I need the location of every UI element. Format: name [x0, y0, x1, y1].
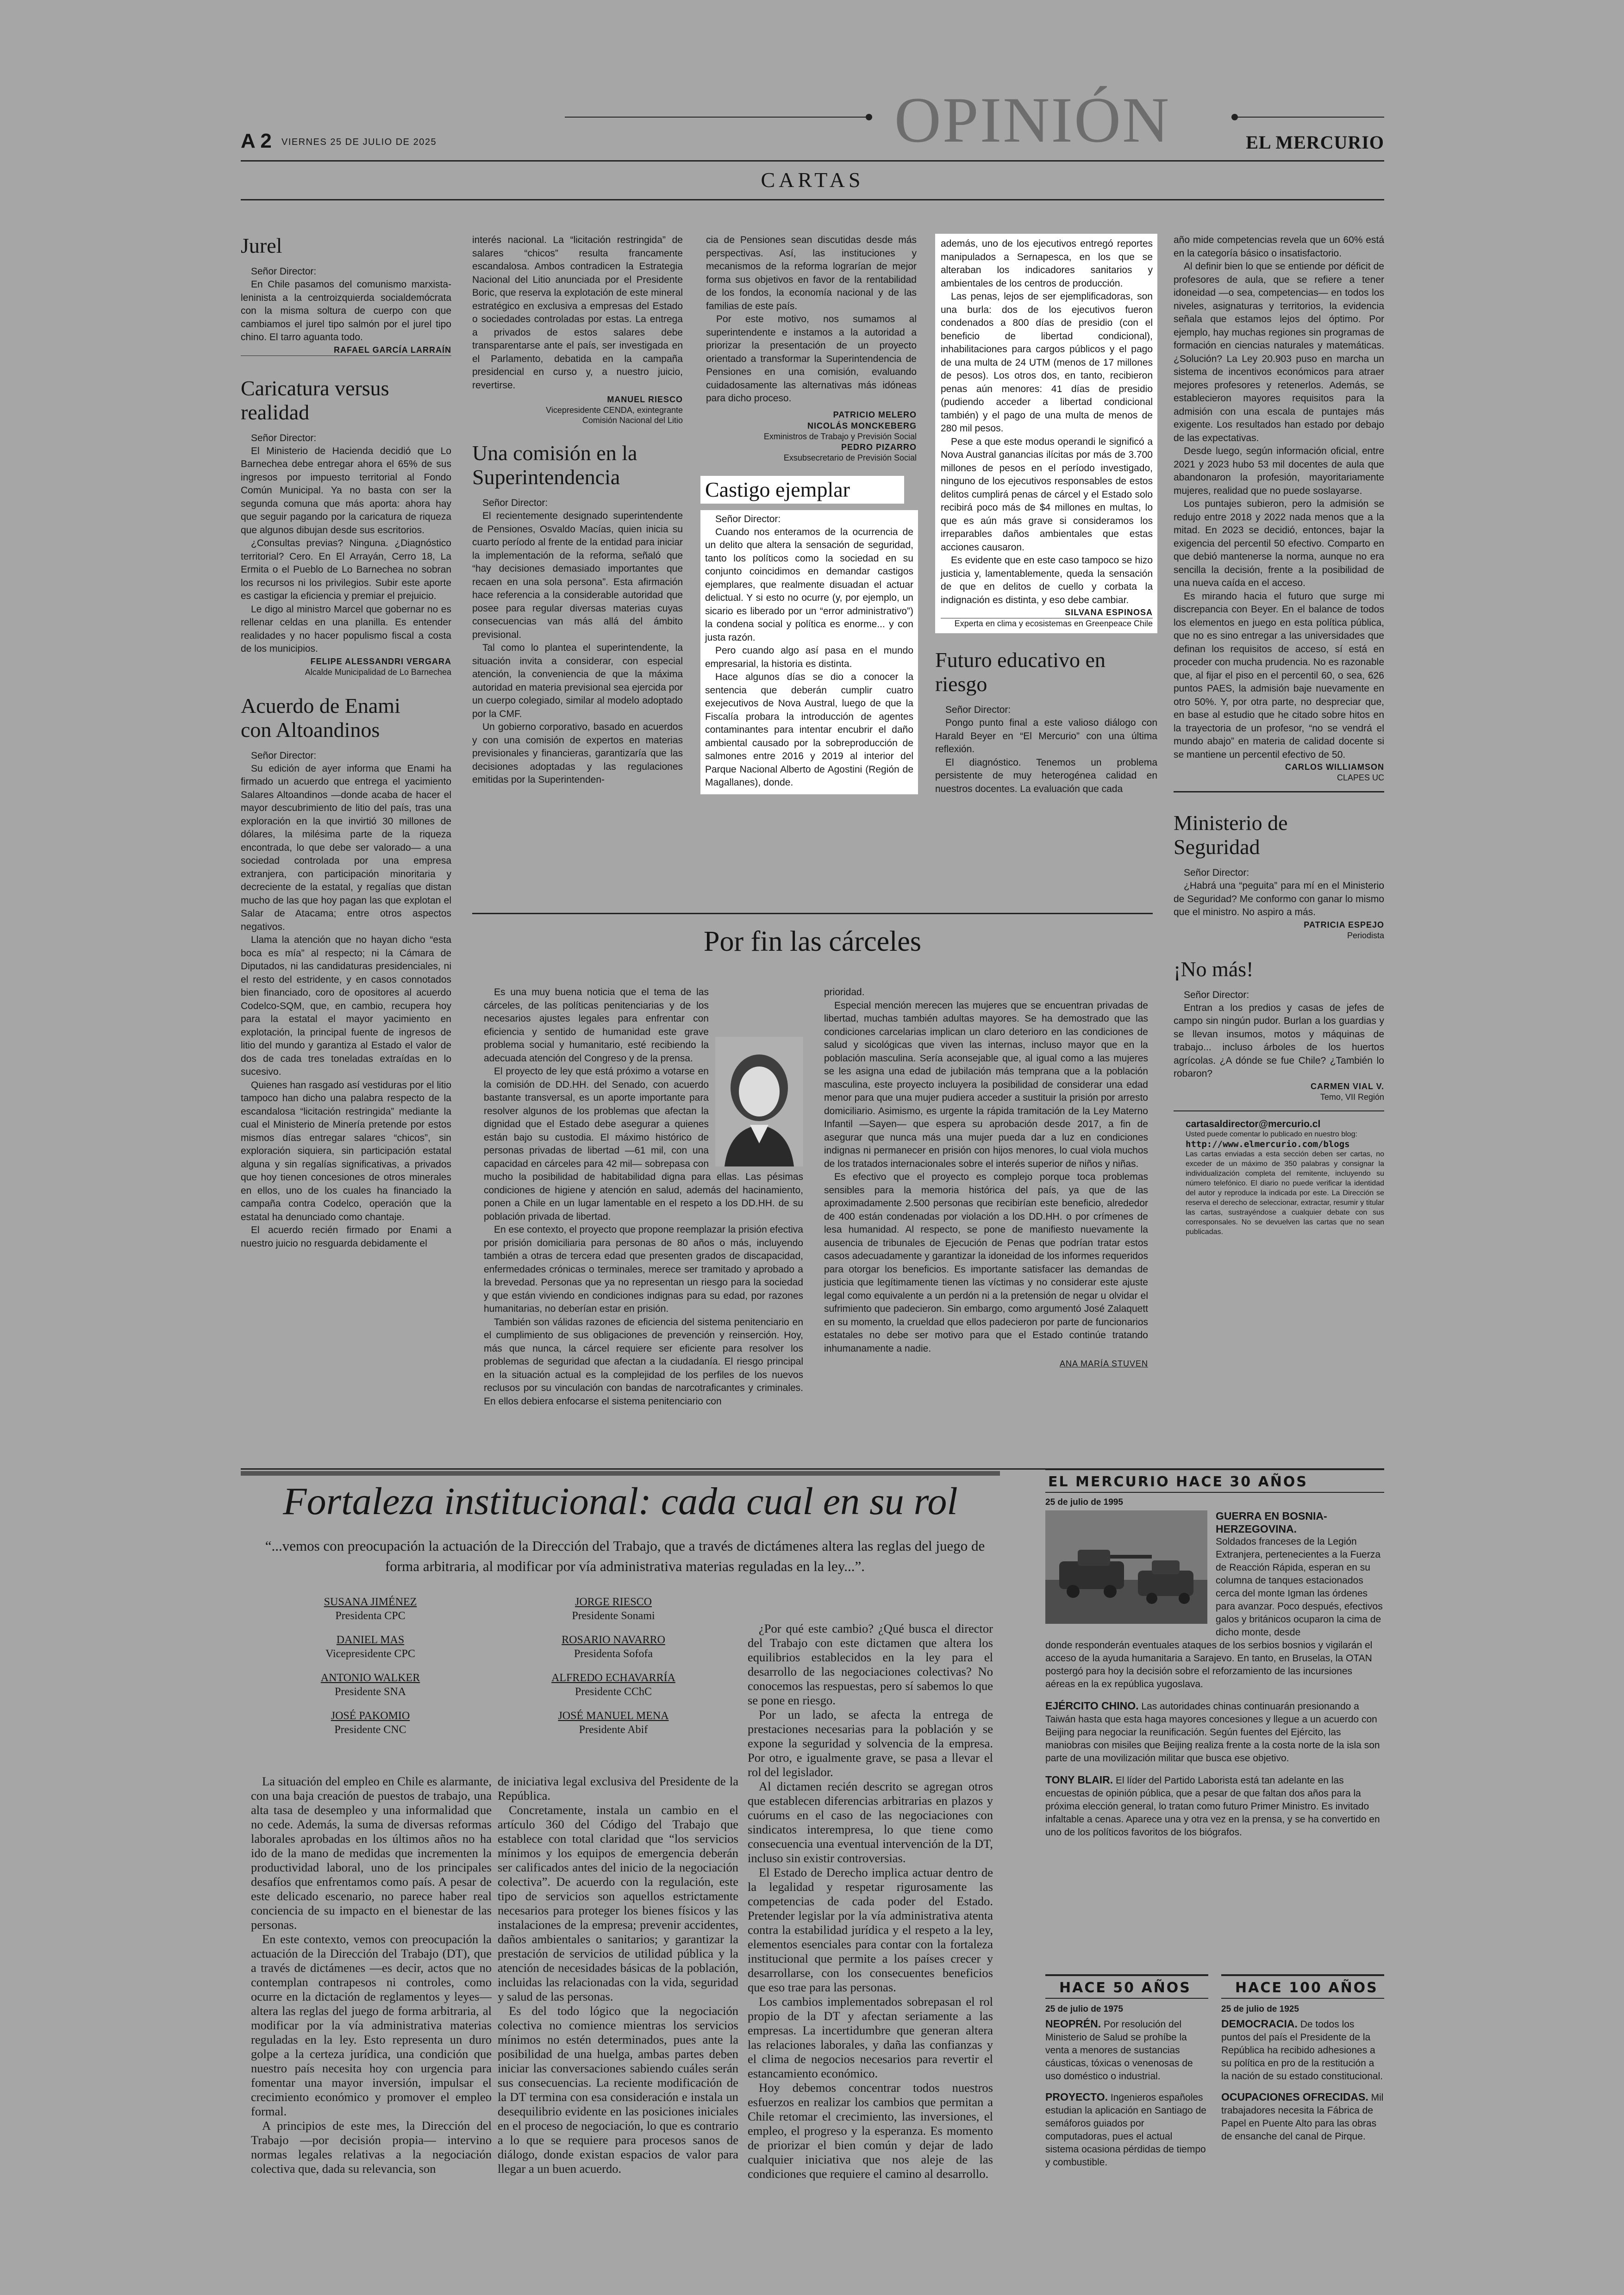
letter-title: Futuro educativo en riesgo — [935, 648, 1106, 696]
author-portrait-icon — [715, 1037, 803, 1166]
signer-role: Presidente CNC — [334, 1724, 406, 1736]
signature: PATRICIO MELERO — [833, 410, 917, 419]
paragraph: Las penas, lejos de ser ejemplificadoras, son una burla: dos de los ejecutivos fueron condenados a 800 días de presidio (con el beneficio de libertad condicional), inhabilitaciones para cargos públicos y el pago de una multa de 24 UTM (menos de 17 millones de pesos). Los otros dos, en tanto, recibieron penas aún menores: 41 días de presidio (pudiendo acceder a libertad condicional también) y el pago de una multa de menos de 280 mil pesos. — [941, 291, 1153, 434]
signer-name: JOSÉ PAKOMIO — [331, 1710, 410, 1722]
letter-body — [241, 445, 451, 656]
insercion-col-3 — [748, 1621, 993, 2181]
column-text-1 — [484, 986, 803, 1408]
letter-body — [1174, 234, 1384, 761]
letter-body — [935, 717, 1157, 796]
history-30-date: 25 de julio de 1995 — [1045, 1497, 1123, 1507]
letter-title: Ministerio de Seguridad — [1174, 811, 1288, 859]
paragraph: Hoy debemos concentrar todos nuestros esfuerzos en realizar los cambios que permitan a Chile retomar el crecimiento, las inversiones, el empleo, el progreso y la esperanza. Es momento de priorizar el bien común y dejar de lado cualquier iniciativa que nos aleje de las condiciones que requiere el camino al desarrollo. — [748, 2081, 993, 2181]
paragraph: Concretamente, instala un cambio en el artículo 360 del Código del Trabajo que establece con total claridad que “los servicios mínimos y los equipos de emergencia deberán ser calificados antes del inicio de la negociación colectiva”. De acuerdo con la regulación, este tipo de servicios son aquellos estrictamente necesarios para proteger los bienes físicos y las instalaciones de la empresa; prevenir accidentes, daños ambientales o sanitarios; y garantizar la prestación de servicios de utilidad pública y la atención de necesidades básicas de la población, incluidas las relacionadas con la vida, seguridad y salud de las personas. — [498, 1803, 738, 2003]
signer-name: JOSÉ MANUEL MENA — [558, 1710, 669, 1722]
history-30-item — [1045, 1773, 1384, 1839]
history-rule — [1045, 1468, 1384, 1470]
signer-role: Presidente SNA — [335, 1686, 406, 1698]
letter-caricatura — [241, 376, 451, 677]
paragraph: Desde luego, según información oficial, entre 2021 y 2023 hubo 53 mil docentes de aula que abandonaron la profesión, mayoritariamente mujeres, realidad que no puede soslayarse. — [1174, 446, 1384, 496]
contact-email[interactable]: cartasaldirector@mercurio.cl — [1186, 1118, 1321, 1129]
paragraph: ¿Consultas previas? Ninguna. ¿Diagnóstico territorial? Cero. En El Arrayán, Cerro 18, La Ermita o el Pueblo de Lo Barnechea no sobran los recursos ni los privilegios. Subir este aporte es castigar la eficiencia y premiar el prejuicio. — [241, 538, 451, 601]
paragraph: El acuerdo recién firmado por Enami a nuestro juicio no resguarda debidamente el — [241, 1225, 451, 1249]
history-item-head: TONY BLAIR. — [1045, 1774, 1113, 1786]
paragraph: Entran a los predios y casas de jefes de campo sin ningún pudor. Burlan a los guardias y se llevan insumos, motos y máquinas de trabajo... incluso árboles de los huertos agrícolas. ¿A dónde se fue Chile? ¿También lo robaron? — [1174, 1002, 1384, 1079]
history-item-text: El líder del Partido Laborista está tan adelante en las encuestas de opinión pública, que a pesar de que faltan dos años para la próxima elección general, lo tratan como futuro Primer Ministro. Es invitado infaltable a cenas. Aparece una y otra vez en la prensa, y se ha convertido en uno de los políticos favoritos de los biógrafos. — [1045, 1775, 1380, 1838]
paragraph: Su edición de ayer informa que Enami ha firmado un acuerdo que entrega el yacimiento Salares Altoandinos —donde acaba de hacer el mayor descubrimiento de litio del país, tras una exploración en la que invirtió 30 millones de dólares, la milésima parte de la riqueza encontrada, lo que debe ser valorado— a una sociedad controlada por una empresa extranjera, con participación minoritaria y decreciente de la estatal, y regalías que distan mucho de las que hoy pagan las que explotan el Salar de Atacama; entre otros aspectos negativos. — [241, 763, 451, 932]
signature-role: Temo, VII Región — [1320, 1092, 1384, 1102]
signature-role: Alcalde Municipalidad de Lo Barnechea — [305, 667, 451, 677]
page-header — [241, 84, 1384, 208]
history-30-lead-head: GUERRA EN BOSNIA-HERZEGOVINA. — [1216, 1510, 1327, 1535]
salutation: Señor Director: — [715, 513, 781, 524]
history-rule — [1045, 1492, 1384, 1493]
contact-rules: Las cartas enviadas a esta sección deben ser cartas, no exceder de un máximo de 350 palabras y consignar la individualización completa del remitente, incluyendo su número telefónico. El diario no puede verificar la identidad del autor y reproduce la indicada por este. La Dirección se reserva el derecho de seleccionar, extractar, resumir y titular las cartas, sustrayéndose a cualquier debate con sus corresponsales. No se devuelven las cartas que no sean publicadas. — [1186, 1150, 1384, 1236]
page-label: A 2 — [241, 130, 272, 152]
letter-nomas — [1174, 957, 1384, 1102]
signature: SILVANA ESPINOSA — [941, 607, 1153, 618]
paragraph: Pongo punto final a este valioso diálogo con Harald Beyer en “El Mercurio” con una última reflexión. — [935, 717, 1157, 755]
insercion-quote: “...vemos con preocupación la actuación de la Dirección del Trabajo, que a través de dictámenes altera las reglas del juego de forma arbitraria, al modificar por vía administrativa materias reguladas en la ley...”. — [265, 1538, 985, 1574]
history-100-date: 25 de julio de 1925 — [1221, 2004, 1299, 2014]
subsection-title: CARTAS — [761, 168, 864, 192]
history-50-item — [1045, 2017, 1208, 2083]
paragraph: El Ministerio de Hacienda decidió que Lo Barnechea debe entregar ahora el 65% de sus ingresos por impuesto territorial al Fondo Común Municipal. Ya no basta con ser la segunda comuna que más aporta: ahora hay que seguir pagando por la caricatura de riqueza que algunos dibujan desde sus escritorios. — [241, 445, 451, 536]
paragraph: ¿Habrá una “peguita” para mí en el Ministerio de Seguridad? Me conformo con ganar lo mismo que el ministro. No aspiro a más. — [1174, 880, 1384, 917]
paragraph: Especial mención merecen las mujeres que se encuentran privadas de libertad, muchas también adultas mayores. Se ha demostrado que las condiciones carcelarias implican un claro deterioro en las condiciones de salud y sicológicas que viven las internas, incluso mayor que en la población masculina. Sería aconsejable que, al igual como a las mujeres se les asigna una edad de jubilación más temprana que a la población masculina, este proyecto incluyera la posibilidad de considerar una edad menor para que una mujer pudiera acceder a sustituir la prisión por arresto domiciliario. Asimismo, es urgente la rápida tramitación de la Ley Materno Infantil —Sayen— que espera su aprobación desde 2017, a fin de asegurar que nunca más una mujer pueda dar a luz en condiciones indignas ni permanecer en prisión con hijos menores, lo cual viola muchos de los tratados internacionales sobre el interés superior de niños y niñas. — [824, 1000, 1148, 1169]
paragraph: Pese a que este modus operandi le significó a Nova Austral ganancias ilícitas por más de 3.700 millones de pesos en el período investigado, ninguno de los ejecutivos responsables de estos delitos cumplirá penas de cárcel y el Estado solo recibirá poco más de $4 millones en multas, lo que es aún más grave si consideramos los irreparables daños ambientales que estas acciones causaron. — [941, 436, 1153, 553]
history-100-item — [1221, 2017, 1384, 2083]
letter-title: Caricatura versus realidad — [241, 376, 389, 424]
history-30-photo — [1045, 1510, 1207, 1624]
paragraph: prioridad. — [824, 987, 865, 998]
section-divider — [1174, 1110, 1384, 1111]
letter-enami — [241, 694, 451, 1251]
letter-body — [705, 526, 913, 790]
history-100-title: HACE 100 AÑOS — [1235, 1980, 1378, 1996]
signature: NICOLÁS MONCKEBERG — [807, 421, 917, 430]
history-50 — [1045, 1974, 1208, 2169]
paragraph: Al definir bien lo que se entiende por déficit de profesores de aula, que se refiere a tener idoneidad —o sea, competencias— en todos los niveles, asignaturas y territorios, la evidencia señala que estamos lejos del óptimo. Por ejemplo, hay muchas regiones sin programas de formación en ciencias naturales y matemáticas. ¿Solución? La Ley 20.903 puso en marcha un sistema de incentivos económicos para atraer mejores profesores y retenerlos. Además, se establecieron mayores requisitos para la admisión con una escala de puntajes más exigente. Los resultados han estado por debajo de las expectativas. — [1174, 261, 1384, 443]
letter-body — [706, 234, 917, 405]
history-100-item — [1221, 2090, 1384, 2143]
signature: RAFAEL GARCÍA LARRAÍN — [241, 344, 451, 356]
paragraph: El diagnóstico. Tenemos un problema persistente de muy heterogénea calidad en nuestros docentes. La evaluación que cada — [935, 757, 1157, 794]
section-title: OPINIÓN — [894, 84, 1171, 156]
paragraph: Quienes han rasgado así vestiduras por el litio tampoco han dicho una palabra respecto de la escandalosa “licitación restringida” mediante la cual el Ministerio de Minería pretende por estos mismos días entregar salares “chicos”, sin exploración siquiera, sin participación estatal alguna y sin regalías significativas, a privados que hoy tienen concesiones de otros minerales en ellos, uno de los cuales ha financiado la campaña contra Codelco, operación que la estatal ha denunciado como chantaje. — [241, 1079, 451, 1222]
signature: FELIPE ALESSANDRI VERGARA — [310, 656, 451, 666]
signature-role: Experta en clima y ecosistemas en Greenpeace Chile — [954, 619, 1153, 628]
tank-photo-icon — [1045, 1510, 1207, 1624]
paragraph: Por un lado, se afecta la entrega de prestaciones necesarias para la población y se expone la seguridad y solvencia de la empresa. Por otro, e igualmente grave, se pasa a llevar el rol del legislador. — [748, 1708, 993, 1779]
paragraph: Es efectivo que el proyecto es complejo porque toca problemas sensibles para la memoria histórica del país, ya que de las aproximadamente 2.500 personas que recibirían este beneficio, alrededor de 400 están condenadas por violación a los DD.HH. o por crímenes de lesa humanidad. Al respecto, se pone de manifiesto nuevamente la ausencia de tribunales de Ejecución de Penas que podrían tratar estos casos adecuadamente y garantizar la idoneidad de los informes requeridos para otorgar los beneficios. Es importante satisfacer las demandas de justicia que legítimamente tienen las víctimas y no considerar este ajuste legal como equivalente a un perdón ni a la pretensión de negar u olvidar el sufrimiento que padecieron. Sin embargo, como argumentó José Zalaquett en su momento, la crueldad que ellos padecieron por parte de funcionarios estatales no debe ser motivo para que el Estado continúe tratando inhumanamente a nadie. — [824, 1172, 1148, 1354]
salutation: Señor Director: — [1184, 989, 1249, 1000]
paragraph: A principios de este mes, la Dirección del Trabajo —por decisión propia— intervino normas legales relativas a la negociación colectiva que, dada su relevancia, son — [251, 2119, 492, 2176]
letter-box-right — [935, 234, 1157, 633]
section-divider — [1174, 791, 1384, 792]
history-rule — [1221, 1998, 1384, 1999]
paragraph: Tal como lo plantea el superintendente, la situación invita a considerar, con especial atención, la conveniencia de que la máxima autoridad en materia previsional sea ejercida por un cuerpo colegiado, similar al modelo adoptado por la CMF. — [472, 642, 683, 719]
signature-role: Vicepresidente CENDA, exintegrante Comisión Nacional del Litio — [546, 405, 683, 425]
page-date: VIERNES 25 DE JULIO DE 2025 — [281, 137, 437, 147]
header-rule-left — [565, 117, 870, 118]
author-photo — [715, 1037, 803, 1166]
signer-name: ROSARIO NAVARRO — [562, 1634, 665, 1646]
history-50-date: 25 de julio de 1975 — [1045, 2004, 1123, 2014]
signer-role: Presidente Abif — [579, 1724, 648, 1736]
signer-name: DANIEL MAS — [336, 1634, 405, 1646]
salutation: Señor Director: — [945, 705, 1011, 715]
history-50-title: HACE 50 AÑOS — [1059, 1980, 1191, 1996]
signature-role: Exsubsecretario de Previsión Social — [783, 453, 917, 462]
history-100 — [1221, 1974, 1384, 2143]
column-4-top — [935, 234, 1157, 796]
contact-blog-note: Usted puede comentar lo publicado en nuestro blog: — [1186, 1130, 1357, 1138]
contact-blog-link[interactable]: http://www.elmercurio.com/blogs — [1186, 1139, 1350, 1149]
history-item-text: Mil trabajadores necesita la Fábrica de Papel en Puente Alto para las obras de ensanche del canal de Pirque. — [1221, 2092, 1384, 2142]
letter-body — [1174, 879, 1384, 919]
signature: PATRICIA ESPEJO — [1304, 920, 1384, 929]
history-rule — [1221, 1974, 1384, 1976]
insercion-body — [251, 1774, 492, 2176]
signer-name: ALFREDO ECHAVARRÍA — [551, 1672, 675, 1684]
letter-body — [241, 762, 451, 1251]
signature-role: CLAPES UC — [1337, 773, 1384, 782]
insercion-title: Fortaleza institucional: cada cual en su rol — [283, 1480, 958, 1523]
paragraph: En Chile pasamos del comunismo marxista-leninista a la centroizquierda socialdemócrata con la misma soltura de cuerpo con que cambiamos el jurel tipo salmón por el jurel tipo chino. El tarro aguanta todo. — [241, 279, 451, 343]
paragraph: Hace algunos días se dio a conocer la sentencia que deberán cumplir cuatro exejecutivos de Nova Austral, luego de que la Fiscalía probara la introducción de agentes contaminantes para intentar encubrir el daño ambiental causado por la sobreproducción de salmones entre 2016 y 2019 al interior del Parque Nacional Alberto de Agostini (Región de Magallanes), donde. — [705, 672, 913, 788]
letter-comision — [472, 441, 683, 787]
history-item-head: PROYECTO. — [1045, 2091, 1108, 2103]
history-item-head: DEMOCRACIA. — [1221, 2018, 1298, 2030]
history-item-head: EJÉRCITO CHINO. — [1045, 1700, 1139, 1712]
signature: PEDRO PIZARRO — [841, 442, 917, 452]
paragraph: Los cambios implementados sobrepasan el rol propio de la DT y afectan seriamente a las empresas. La incertidumbre que generan altera las relaciones laborales, y daña las confianzas y el clima de negocios necesarios para revertir el estancamiento económico. — [748, 1995, 993, 2080]
history-30-item — [1045, 1699, 1384, 1765]
column-1 — [241, 234, 451, 1250]
letter-title: Acuerdo de Enami con Altoandinos — [241, 693, 400, 742]
history-item-text: Las autoridades chinas continuarán presionando a Taiwán hasta que esta haga mayores concesiones y llegue a un acuerdo con Beijing para negociar la reunificación. Según fuentes del Ejército, las maniobras con misiles que Beijing realiza frente a la costa norte de la isla son parte de una movilización militar que busca ese objetivo. — [1045, 1701, 1380, 1764]
signature: CARLOS WILLIAMSON — [1285, 762, 1384, 772]
paragraph: Cuando nos enteramos de la ocurrencia de un delito que altera la sensación de seguridad, tanto los políticos como la sociedad en su conjunto coincidimos en demandar castigos ejemplares, que realmente disuadan el actuar delictual. Y si esto no ocurre (y, por ejemplo, un sicario es liberado por un “error administrativo”) la condena social y política es enorme... y con justa razón. — [705, 526, 913, 643]
paragraph: Es mirando hacia el futuro que surge mi discrepancia con Beyer. En el balance de todos los elementos en juego en esta política pública, que no es sino entregar a las universidades que definan los requisitos de acceso, sí está en proceder con mucha prudencia. No es razonable que, al fijar el piso en el percentil 60, o sea, 626 puntos PAES, la admisión baje nuevamente en otro 50%. Y, por otra parte, no despreciar que, en base al estudio que he citado sobre hitos en la trayectoria de un profesor, “no se vendrá el mundo abajo” en materia de calidad docente si se mantiene un percentil efectivo de 50. — [1174, 591, 1384, 760]
insercion-col-1 — [251, 1774, 492, 2176]
newspaper-name: EL MERCURIO — [1246, 132, 1384, 153]
paragraph: Por este motivo, nos sumamos al superintendente e instamos a la autoridad a priorizar la presentación de un proyecto orientado a transformar la Superintendencia de Pensiones en una comisión, evaluando cuidadosamente las alternativas más idóneas para dicho proceso. — [706, 314, 917, 404]
paragraph: además, uno de los ejecutivos entregó reportes manipulados a Sernapesca, en los que se alteraban los indicadores sanitarios y ambientales de los centros de producción. — [941, 238, 1153, 289]
column-body — [824, 986, 1148, 1355]
header-rule-sub — [241, 199, 1384, 200]
letter-body — [472, 510, 683, 787]
history-item-head: OCUPACIONES OFRECIDAS. — [1221, 2091, 1368, 2103]
salutation: Señor Director: — [251, 750, 317, 761]
history-item-head: NEOPRÉN. — [1045, 2018, 1101, 2030]
paragraph: Es evidente que en este caso tampoco se hizo justicia y, lamentablemente, queda la sensación de que en delitos de cuello y corbata la indignación es distinta, y eso debe cambiar. — [941, 555, 1153, 605]
signers-right — [512, 1595, 715, 1747]
salutation: Señor Director: — [1184, 867, 1249, 878]
salutation: Señor Director: — [251, 432, 317, 443]
salutation: Señor Director: — [482, 498, 548, 508]
letter-castigo — [700, 476, 917, 794]
paragraph: cia de Pensiones sean discutidas desde más perspectivas. Así, las instituciones y mecanismos de la reforma lograrían de mejor forma sus objetivos en favor de la rentabilidad de los fondos, la economía nacional y de las familias de este país. — [706, 235, 917, 312]
signer-role: Presidenta Sofofa — [574, 1648, 653, 1660]
signature: MANUEL RIESCO — [607, 395, 683, 404]
paragraph: El recientemente designado superintendente de Pensiones, Osvaldo Macías, quien inicia su cuarto período al frente de la entidad para iniciar la implementación de la reforma, señaló que “hay decisiones demasiado importantes que recaen en una sola persona”. Esta afirmación hace referencia a la considerable autoridad que posee para regular diversas materias cuyas consecuencias van más allá del ámbito previsional. — [472, 511, 683, 640]
letter-ministerio — [1174, 811, 1384, 941]
signature-role: Periodista — [1347, 930, 1384, 940]
letter-title: Una comisión en la Superintendencia — [472, 441, 637, 489]
column-3-top — [706, 234, 917, 794]
insercion — [241, 1471, 1000, 2212]
letter-title: ¡No más! — [1174, 957, 1254, 981]
history-30 — [1045, 1468, 1384, 1839]
insercion-body — [498, 1774, 738, 2176]
column-5 — [1174, 234, 1384, 1237]
header-rule-main — [241, 160, 1384, 162]
history-30-lead-cont: donde responderán eventuales ataques de los serbios bosnios y vigilarán el acceso de la ayuda humanitaria a Sarajevo. En tanto, en Bruselas, la OTAN postergó para hoy la decisión sobre el reforzamiento de las incursiones aéreas en la ex república yugoslava. — [1045, 1640, 1373, 1690]
letter-body — [241, 278, 451, 344]
history-item-text: Ingenieros españoles estudian la aplicación en Santiago de semáforos guiados por computadoras, pues el actual sistema ocasiona pérdidas de tiempo y combustible. — [1045, 2092, 1206, 2168]
letter-futuro — [935, 648, 1157, 796]
paragraph: Es una muy buena noticia que el tema de las cárceles, de las políticas penitenciarias y de los necesarios ajustes legales para enfrentar con eficiencia y sentido de humanidad este grave problema social y humanitario, esté recibiendo la adecuada atención del Congreso y de la prensa. — [484, 987, 709, 1064]
signature-role: Exministros de Trabajo y Previsión Social — [763, 431, 917, 441]
insercion-col-2 — [498, 1774, 738, 2176]
letter-title: Castigo ejemplar — [705, 477, 850, 501]
paragraph: Pero cuando algo así pasa en el mundo empresarial, la historia es distinta. — [705, 645, 913, 669]
history-rule — [1045, 1974, 1208, 1976]
signer-role: Presidente Sonami — [572, 1610, 655, 1622]
history-30-title: EL MERCURIO HACE 30 AÑOS — [1048, 1474, 1308, 1490]
paragraph: El Estado de Derecho implica actuar dentro de la legalidad y respetar rigurosamente las competencias de cada poder del Estado. Pretender legislar por la vía administrativa atenta contra la estabilidad jurídica y el respeto a la ley, elementos esenciales para contar con la fortaleza institucional que permite a los países crecer y desarrollarse, con los consecuentes beneficios que eso trae para las personas. — [748, 1865, 993, 1994]
letter-box-left — [700, 510, 918, 794]
paragraph: interés nacional. La “licitación restringida” de salares “chicos” resulta francamente escandalosa. Ambos contradicen la Estrategia Nacional del Litio anunciada por el Presidente Boric, que reserva la explotación de este mineral estratégico en exclusiva a empresas del Estado o sociedades controladas por estas. La entrega a privados de estos salares debe transparentarse ante el país, ser investigada en el Parlamento, debatida en la campaña presidencial en curso y, a nuestro juicio, revertirse. — [472, 235, 683, 391]
paragraph: Es del todo lógico que la negociación colectiva no comience mientras los servicios mínimos no estén determinados, pues ante la posibilidad de una huelga, ambas partes deben iniciar las conversaciones sabiendo cuáles serán sus consecuencias. La reciente modificación de la DT termina con esa consideración e instala un desequilibrio evidente en las posiciones iniciales en el proceso de negociación, lo que es contrario a lo que se requiere para procesos sanos de diálogo, donde existan espacios de valor para llegar a un buen acuerdo. — [498, 2004, 738, 2176]
letter-body — [941, 237, 1153, 607]
paragraph: ¿Por qué este cambio? ¿Qué busca el director del Trabajo con este dictamen que altera los equilibrios establecidos en la ley para el desarrollo de las negociaciones colectivas? No conocemos las respuestas, pero sí sabemos lo que se pone en riesgo. — [748, 1621, 993, 1707]
history-item-text: De todos los puntos del país el Presidente de la República ha recibido adhesiones a su política en pro de la restitución a la nación de su estado constitucional. — [1221, 2019, 1383, 2082]
signer-name: SUSANA JIMÉNEZ — [324, 1596, 417, 1608]
insercion-rule — [241, 1471, 1000, 1476]
paragraph: En este contexto, vemos con preocupación la actuación de la Dirección del Trabajo (DT), que a través de dictámenes —es decir, actos que no contemplan contrapesos ni controles, como ocurre en la dictación de reglamentos y leyes— altera las reglas del juego de forma arbitraria, al modificar por la vía administrativa materias reguladas en la ley. Esto representa un duro golpe a la certeza jurídica, una condición que nuestro país necesita hoy con urgencia para fomentar una mayor inversión, impulsar el crecimiento económico y promover el empleo formal. — [251, 1932, 492, 2118]
column-top-rule — [472, 913, 1153, 914]
paragraph: La situación del empleo en Chile es alarmante, con una baja creación de puestos de trabajo, una alta tasa de desempleo y una informalidad que no cede. Además, la suma de diversas reformas laborales aprobadas en los últimos años no ha ido de la mano de medidas que incrementen la productividad laboral, uno de los principales desafíos que enfrentamos como país. A pesar de este delicado escenario, no parece haber real conciencia de su impacto en el bienestar de las personas. — [251, 1774, 492, 1932]
paragraph: Llama la atención que no hayan dicho “esta boca es mía” al respecto; ni la Cámara de Diputados, ni las candidaturas presidenciales, ni el resto del estridente, y en casos connotados bien financiado, coro de opositores al acuerdo Codelco-SQM, que, en cambio, recupera hoy para la estatal el mayor yacimiento en explotación, la principal fuente de ingresos de litio del mundo y garantiza al Estado el valor de dos de cada tres toneladas extraídas en lo sucesivo. — [241, 935, 451, 1077]
paragraph: Los puntajes subieron, pero la admisión se redujo entre 2018 y 2022 nada menos que a la mitad. En 2023 se decidió, entonces, bajar la exigencia del percentil 50 efectivo. Comparto en que debió mantenerse la norma, aunque no era sencilla la decisión, frente a la posibilidad de una nueva caída en el acceso. — [1174, 499, 1384, 588]
paragraph: Le digo al ministro Marcel que gobernar no es rellenar celdas en una planilla. Es entender realidades y no hacer populismo fiscal a costa de los municipios. — [241, 604, 451, 654]
signer-role: Vicepresidente CPC — [325, 1648, 415, 1660]
paragraph: año mide competencias revela que un 60% está en la categoría básico o insatisfactorio. — [1174, 235, 1384, 259]
signer-name: JORGE RIESCO — [575, 1596, 652, 1608]
history-50-item — [1045, 2090, 1208, 2169]
column-title: Por fin las cárceles — [704, 926, 921, 957]
letter-body — [472, 234, 683, 392]
signers-left — [269, 1595, 472, 1747]
history-item-text: Por resolución del Ministerio de Salud se prohíbe la venta a menores de sustancias cáusticas, tóxicas o venenosas de uso doméstico o industrial. — [1045, 2019, 1193, 2082]
letter-body — [1174, 1002, 1384, 1081]
insercion-body — [748, 1621, 993, 2181]
paragraph: En ese contexto, el proyecto que propone reemplazar la prisión efectiva por prisión domiciliaria para personas de 80 años o más, incluyendo también a otras de tercera edad que presenten grados de discapacidad, enfermedades crónicas o terminales, merece ser tramitado y aprobado a la brevedad. Personas que ya no representan un riesgo para la sociedad y que están viviendo en condiciones indignas para su edad, por razones humanitarias, no deberían estar en prisión. — [484, 1224, 803, 1314]
letter-jurel — [241, 234, 451, 356]
column-text-2 — [824, 986, 1148, 1369]
column-author: ANA MARÍA STUVEN — [1059, 1359, 1148, 1368]
signer-role: Presidente CChC — [575, 1686, 652, 1698]
column-2-top — [472, 234, 683, 787]
letter-title: Jurel — [241, 234, 282, 257]
header-rule-right — [1236, 117, 1384, 118]
history-30-lead-text: Soldados franceses de la Legión Extranjera, pertenecientes a la Fuerza de Reacción Rápida, esperan en su columna de tanques estacionados cerca del monte Igman las órdenes para avanzar. Poco después, efectivos galos y británicos ocuparon la cima de dicho monte, desde — [1216, 1536, 1383, 1638]
contact-box — [1174, 1119, 1384, 1237]
signer-name: ANTONIO WALKER — [320, 1672, 420, 1684]
letter-title-box — [700, 476, 904, 504]
paragraph: de iniciativa legal exclusiva del Presidente de la República. — [498, 1774, 738, 1802]
salutation: Señor Director: — [251, 266, 317, 277]
history-rule — [1045, 1998, 1208, 1999]
signer-role: Presidenta CPC — [335, 1610, 406, 1622]
signature: CARMEN VIAL V. — [1310, 1081, 1384, 1091]
paragraph: También son válidas razones de eficiencia del sistema penitenciario en el cumplimiento de sus obligaciones de prevención y reinserción. Hoy, más que nunca, la cárcel requiere ser eficiente para resolver los problemas de seguridad que afectan a la ciudadanía. El riesgo principal en la situación actual es la complejidad de los perfiles de los nuevos reclusos por su vinculación con bandas de narcotraficantes y criminales. En ellos debiera enfocarse el sistema penitenciario con — [484, 1316, 803, 1407]
paragraph: El proyecto de ley que está próximo a votarse en la comisión de DD.HH. del Senado, con acuerdo bastante transversal, es un aporte importante para resolver algunos de los problemas que afectan la dignidad que el Estado debe asegurar a quienes están bajo su custodia. El máximo histórico de personas privadas de libertad —61 mil, con una capacidad en cárceles para 42 mil— sobrepasa con mucho la posibilidad de habitabilidad digna para ellas. Las pésimas condiciones de higiene y atención en salud, además del hacinamiento, ponen a Chile en un lugar lamentable en el respeto a los DD.HH. de su población privada de libertad. — [484, 1066, 803, 1222]
paragraph: Al dictamen recién descrito se agregan otros que establecen diferencias arbitrarias en plazos y cuórums en el caso de las negociaciones con sindicatos interempresa, lo que tiene como consecuencia una eventual intervención de la DT, incluso sin existir controversias. — [748, 1779, 993, 1865]
paragraph: Un gobierno corporativo, basado en acuerdos y con una comisión de expertos en materias previsionales y financieras, garantizaría que las decisiones adoptadas y las regulaciones emitidas por la Superintenden- — [472, 722, 683, 785]
